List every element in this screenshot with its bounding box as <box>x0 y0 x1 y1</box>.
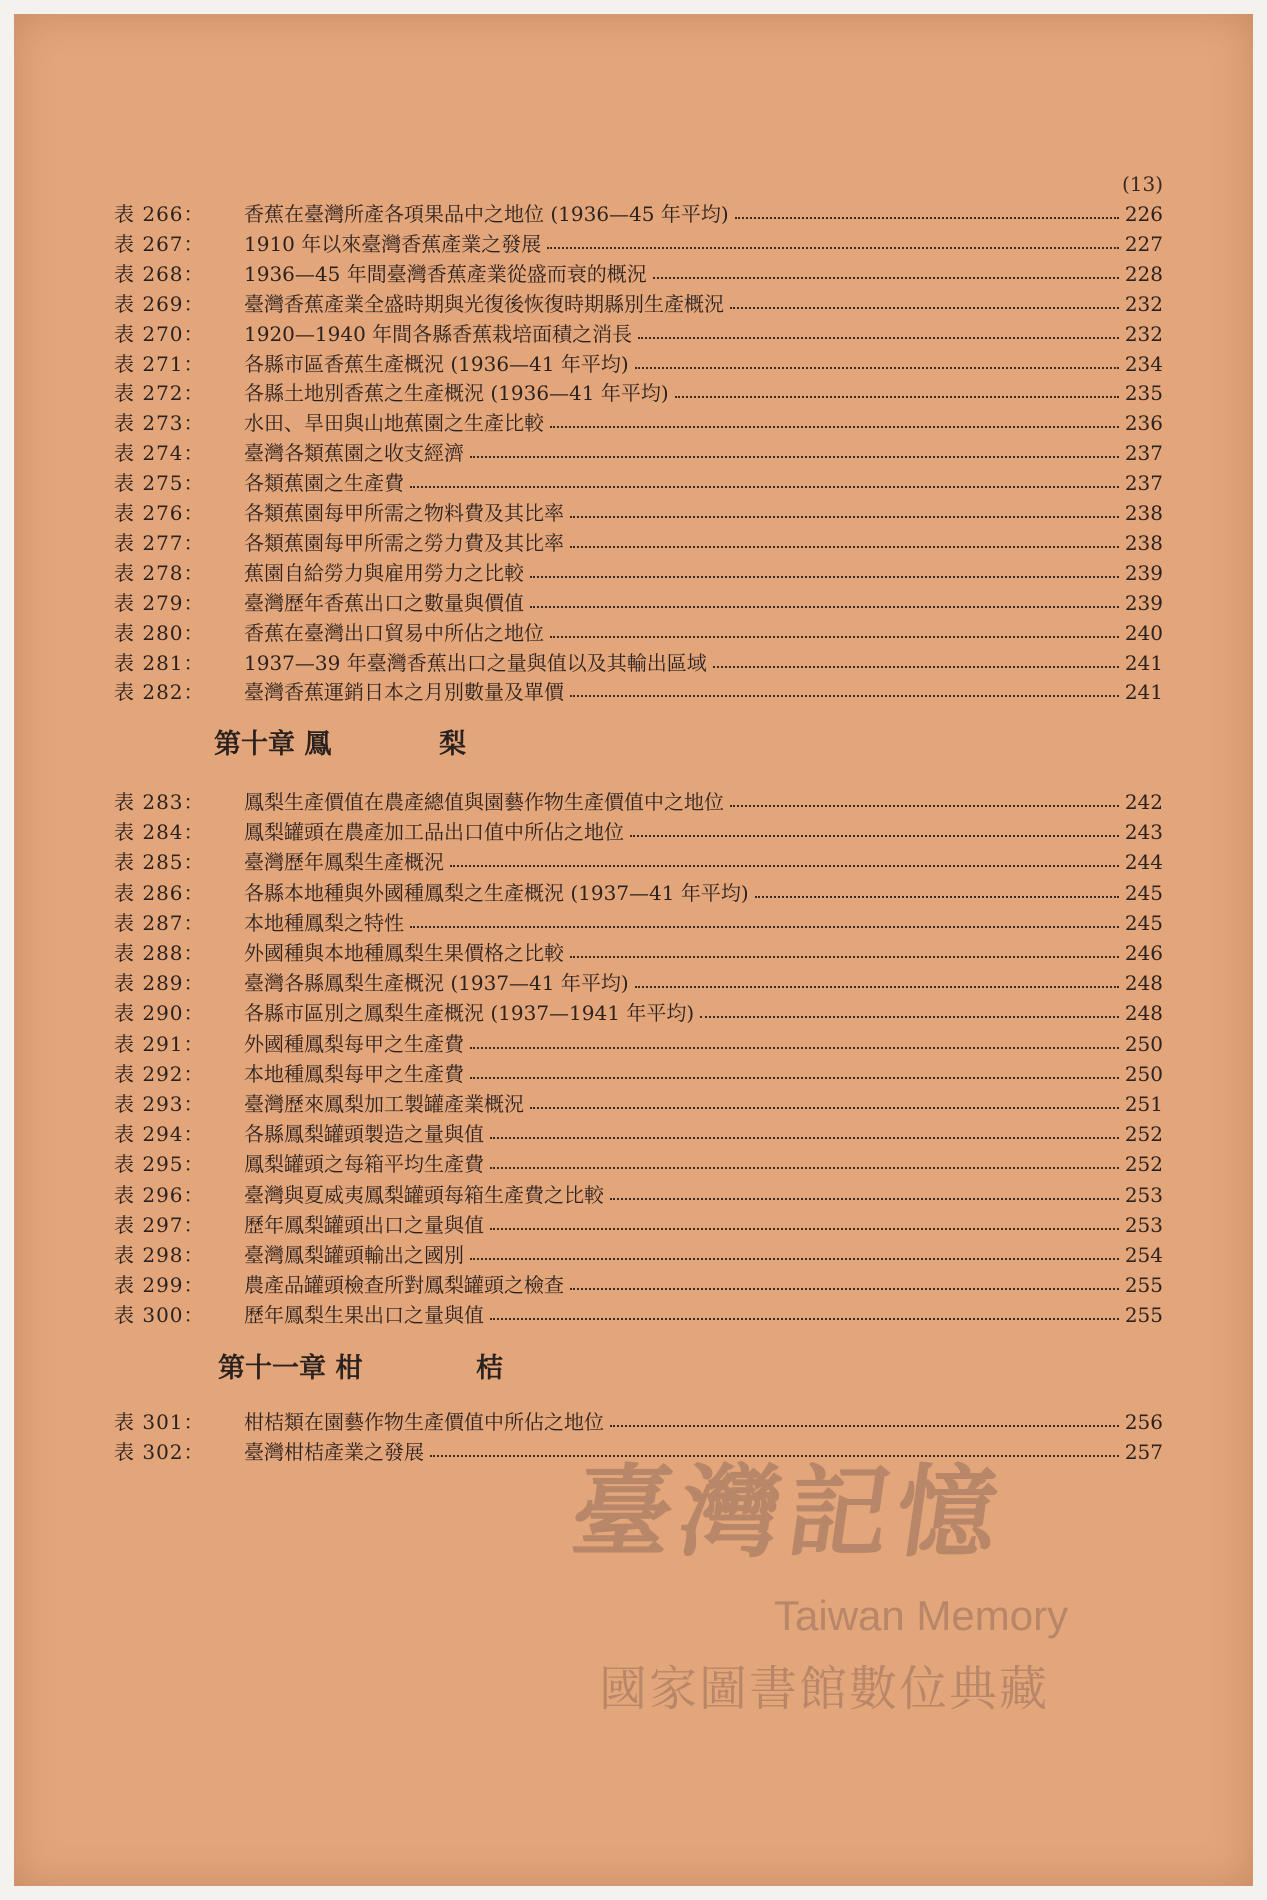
dot-leader <box>530 576 1119 578</box>
dot-leader <box>550 426 1119 428</box>
dot-leader <box>610 1425 1119 1427</box>
watermark <box>564 1432 1214 1762</box>
toc-entry-label: 表 273： <box>114 411 205 435</box>
toc-entry-title: 鳳梨罐頭在農產加工品出口值中所佔之地位 <box>244 820 624 844</box>
toc-entry <box>14 1297 1253 1333</box>
toc-entry-label: 表 301： <box>114 1410 205 1434</box>
toc-entry-label: 表 298： <box>114 1243 205 1267</box>
dot-leader <box>470 1258 1119 1260</box>
dot-leader <box>530 1107 1119 1109</box>
toc-entry-label: 表 282： <box>114 680 205 704</box>
dot-leader <box>550 636 1119 638</box>
toc-entry-page: 253 <box>1124 1183 1163 1207</box>
toc-entry-title: 臺灣柑桔產業之發展 <box>244 1440 424 1464</box>
toc-entry-page: 227 <box>1124 232 1163 256</box>
dot-leader <box>653 277 1119 279</box>
toc-entry-title: 外國種鳳梨每甲之生產費 <box>244 1032 464 1056</box>
dot-leader <box>730 805 1119 807</box>
toc-entry-label: 表 274： <box>114 441 205 465</box>
dot-leader <box>410 926 1119 928</box>
document-page <box>14 14 1253 1886</box>
toc-entry-title: 各縣本地種與外國種鳳梨之生產概況 (1937—41 年平均) <box>244 881 749 905</box>
dot-leader <box>570 1288 1119 1290</box>
toc-entry-label: 表 295： <box>114 1152 205 1176</box>
toc-entry-page: 254 <box>1124 1243 1163 1267</box>
toc-entry-label: 表 288： <box>114 941 205 965</box>
dot-leader <box>730 307 1119 309</box>
toc-entry-title: 臺灣香蕉運銷日本之月別數量及單價 <box>244 680 564 704</box>
toc-entry-page: 239 <box>1124 561 1163 585</box>
toc-entry-title: 鳳梨生產價值在農產總值與園藝作物生產價值中之地位 <box>244 790 724 814</box>
dot-leader <box>450 865 1119 867</box>
toc-entry-label: 表 266： <box>114 202 205 226</box>
toc-entry-label: 表 299： <box>114 1273 205 1297</box>
dot-leader <box>700 1016 1119 1018</box>
toc-entry-label: 表 272： <box>114 381 205 405</box>
toc-entry-title: 各類蕉園之生產費 <box>244 471 404 495</box>
toc-entry-label: 表 278： <box>114 561 205 585</box>
dot-leader <box>755 896 1119 898</box>
dot-leader <box>410 486 1119 488</box>
toc-entry-title: 水田、旱田與山地蕉園之生產比較 <box>244 411 544 435</box>
toc-entry-label: 表 289： <box>114 971 205 995</box>
dot-leader <box>638 337 1119 339</box>
toc-entry-title: 各類蕉園每甲所需之物料費及其比率 <box>244 501 564 525</box>
toc-entry-label: 表 268： <box>114 262 205 286</box>
toc-entry-page: 255 <box>1124 1273 1163 1297</box>
toc-entry-page: 237 <box>1124 441 1163 465</box>
toc-entry-title: 1910 年以來臺灣香蕉產業之發展 <box>244 232 542 256</box>
toc-entry-label: 表 291： <box>114 1032 205 1056</box>
toc-entry-page: 255 <box>1124 1303 1163 1327</box>
toc-entry-title: 臺灣各類蕉園之收支經濟 <box>244 441 464 465</box>
dot-leader <box>547 247 1119 249</box>
toc-entry-page: 235 <box>1124 381 1163 405</box>
toc-entry-title: 臺灣各縣鳳梨生產概況 (1937—41 年平均) <box>244 971 629 995</box>
toc-entry-label: 表 292： <box>114 1062 205 1086</box>
toc-entry-page: 244 <box>1124 850 1163 874</box>
toc-entry-page: 239 <box>1124 591 1163 615</box>
toc-entry-title: 臺灣歷年鳳梨生產概況 <box>244 850 444 874</box>
toc-entry-page: 251 <box>1124 1092 1163 1116</box>
toc-entry-title: 香蕉在臺灣出口貿易中所佔之地位 <box>244 621 544 645</box>
toc-entry-label: 表 300： <box>114 1303 205 1327</box>
toc-entry-label: 表 293： <box>114 1092 205 1116</box>
toc-entry-title-line <box>244 674 1163 710</box>
toc-entry-page: 252 <box>1124 1122 1163 1146</box>
toc-entry-title: 香蕉在臺灣所產各項果品中之地位 (1936—45 年平均) <box>244 202 729 226</box>
dot-leader <box>570 546 1119 548</box>
toc-entry-label: 表 285： <box>114 850 205 874</box>
toc-entry-title: 1936—45 年間臺灣香蕉產業從盛而衰的概況 <box>244 262 647 286</box>
dot-leader <box>635 986 1119 988</box>
chapter-heading <box>218 1346 503 1385</box>
toc-entry-page: 238 <box>1124 501 1163 525</box>
toc-entry-page: 243 <box>1124 820 1163 844</box>
dot-leader <box>610 1198 1119 1200</box>
toc-entry-page: 240 <box>1124 621 1163 645</box>
toc-entry-label: 表 279： <box>114 591 205 615</box>
toc-entry-page: 248 <box>1124 971 1163 995</box>
toc-entry-label: 表 271： <box>114 352 205 376</box>
watermark-english: Taiwan Memory <box>774 1592 1069 1639</box>
chapter-heading-left: 第十章 鳳 <box>214 729 332 760</box>
toc-entry-title: 農產品罐頭檢查所對鳳梨罐頭之檢查 <box>244 1273 564 1297</box>
dot-leader <box>490 1137 1119 1139</box>
toc-entry-page: 256 <box>1124 1410 1163 1434</box>
toc-entry-title-line <box>244 1297 1163 1333</box>
toc-entry-title: 各類蕉園每甲所需之勞力費及其比率 <box>244 531 564 555</box>
watermark-script: 臺灣記憶 <box>564 1453 1014 1571</box>
dot-leader <box>490 1228 1119 1230</box>
toc-entry-page: 238 <box>1124 531 1163 555</box>
toc-entry-title: 臺灣歷來鳳梨加工製罐產業概況 <box>244 1092 524 1116</box>
toc-entry <box>14 674 1253 710</box>
toc-entry-page: 248 <box>1124 1001 1163 1025</box>
toc-entry-page: 236 <box>1124 411 1163 435</box>
toc-entry-label: 表 277： <box>114 531 205 555</box>
dot-leader <box>570 695 1119 697</box>
toc-entry-label: 表 283： <box>114 790 205 814</box>
dot-leader <box>490 1318 1119 1320</box>
dot-leader <box>470 1077 1119 1079</box>
toc-entry-title: 蕉園自給勞力與雇用勞力之比較 <box>244 561 524 585</box>
chapter-heading-right: 梨 <box>439 729 466 760</box>
toc-entry-title: 臺灣鳳梨罐頭輸出之國別 <box>244 1243 464 1267</box>
toc-entry-page: 257 <box>1124 1440 1163 1464</box>
toc-entry-page: 253 <box>1124 1213 1163 1237</box>
toc-entry-title: 各縣土地別香蕉之生產概況 (1936—41 年平均) <box>244 381 669 405</box>
toc-entry-page: 232 <box>1124 322 1163 346</box>
toc-entry-label: 表 297： <box>114 1213 205 1237</box>
toc-entry-label: 表 284： <box>114 820 205 844</box>
toc-entry-label: 表 280： <box>114 621 205 645</box>
dot-leader <box>570 956 1119 958</box>
toc-entry-label: 表 275： <box>114 471 205 495</box>
dot-leader <box>490 1167 1119 1169</box>
toc-entry-page: 241 <box>1124 680 1163 704</box>
toc-entry-page: 234 <box>1124 352 1163 376</box>
dot-leader <box>470 1047 1119 1049</box>
chapter-heading-right: 桔 <box>476 1353 503 1384</box>
toc-entry-page: 228 <box>1124 262 1163 286</box>
toc-entry-title: 外國種與本地種鳳梨生果價格之比較 <box>244 941 564 965</box>
toc-entry-title: 臺灣香蕉產業全盛時期與光復後恢復時期縣別生產概況 <box>244 292 724 316</box>
dot-leader <box>530 606 1119 608</box>
toc-entry-label: 表 287： <box>114 911 205 935</box>
dot-leader <box>713 666 1119 668</box>
dot-leader <box>675 396 1119 398</box>
chapter-heading-left: 第十一章 柑 <box>218 1353 363 1384</box>
toc-entry-page: 250 <box>1124 1062 1163 1086</box>
toc-entry-title: 鳳梨罐頭之每箱平均生產費 <box>244 1152 484 1176</box>
dot-leader <box>470 456 1119 458</box>
toc-entry-title: 歷年鳳梨罐頭出口之量與值 <box>244 1213 484 1237</box>
toc-entry-title: 歷年鳳梨生果出口之量與值 <box>244 1303 484 1327</box>
dot-leader <box>635 367 1119 369</box>
toc-entry-label: 表 294： <box>114 1122 205 1146</box>
toc-entry-title: 1920—1940 年間各縣香蕉栽培面積之消長 <box>244 322 633 346</box>
toc-entry-title: 各縣鳳梨罐頭製造之量與值 <box>244 1122 484 1146</box>
toc-entry-page: 237 <box>1124 471 1163 495</box>
toc-entry-label: 表 296： <box>114 1183 205 1207</box>
chapter-heading <box>214 722 466 761</box>
toc-entry-title: 各縣市區香蕉生產概況 (1936—41 年平均) <box>244 352 629 376</box>
toc-entry-title: 本地種鳳梨之特性 <box>244 911 404 935</box>
dot-leader <box>735 217 1119 219</box>
toc-entry-page: 252 <box>1124 1152 1163 1176</box>
toc-entry-title: 本地種鳳梨每甲之生產費 <box>244 1062 464 1086</box>
toc-entry-page: 232 <box>1124 292 1163 316</box>
toc-entry-title: 各縣市區別之鳳梨生產概況 (1937—1941 年平均) <box>244 1001 695 1025</box>
watermark-chinese: 國家圖書館數位典藏 <box>599 1661 1050 1717</box>
toc-entry-title: 臺灣歷年香蕉出口之數量與價值 <box>244 591 524 615</box>
toc-entry-label: 表 286： <box>114 881 205 905</box>
dot-leader <box>570 516 1119 518</box>
toc-entry-page: 245 <box>1124 911 1163 935</box>
toc-entry-label: 表 270： <box>114 322 205 346</box>
dot-leader <box>630 835 1119 837</box>
toc-entry-page: 245 <box>1124 881 1163 905</box>
toc-entry-label: 表 281： <box>114 651 205 675</box>
toc-entry-label: 表 290： <box>114 1001 205 1025</box>
toc-entry-label: 表 276： <box>114 501 205 525</box>
toc-entry-title: 柑桔類在園藝作物生產價值中所佔之地位 <box>244 1410 604 1434</box>
toc-entry-page: 226 <box>1124 202 1163 226</box>
toc-entry-title: 1937—39 年臺灣香蕉出口之量與值以及其輸出區域 <box>244 651 707 675</box>
toc-entry-page: 242 <box>1124 790 1163 814</box>
toc-entry-label: 表 267： <box>114 232 205 256</box>
toc-entry-page: 250 <box>1124 1032 1163 1056</box>
toc-entry-label: 表 269： <box>114 292 205 316</box>
page-number: (13) <box>1122 172 1164 196</box>
toc-entry-page: 246 <box>1124 941 1163 965</box>
toc-entry-title: 臺灣與夏威夷鳳梨罐頭每箱生產費之比較 <box>244 1183 604 1207</box>
toc-entry-page: 241 <box>1124 651 1163 675</box>
toc-entry-label: 表 302： <box>114 1440 205 1464</box>
